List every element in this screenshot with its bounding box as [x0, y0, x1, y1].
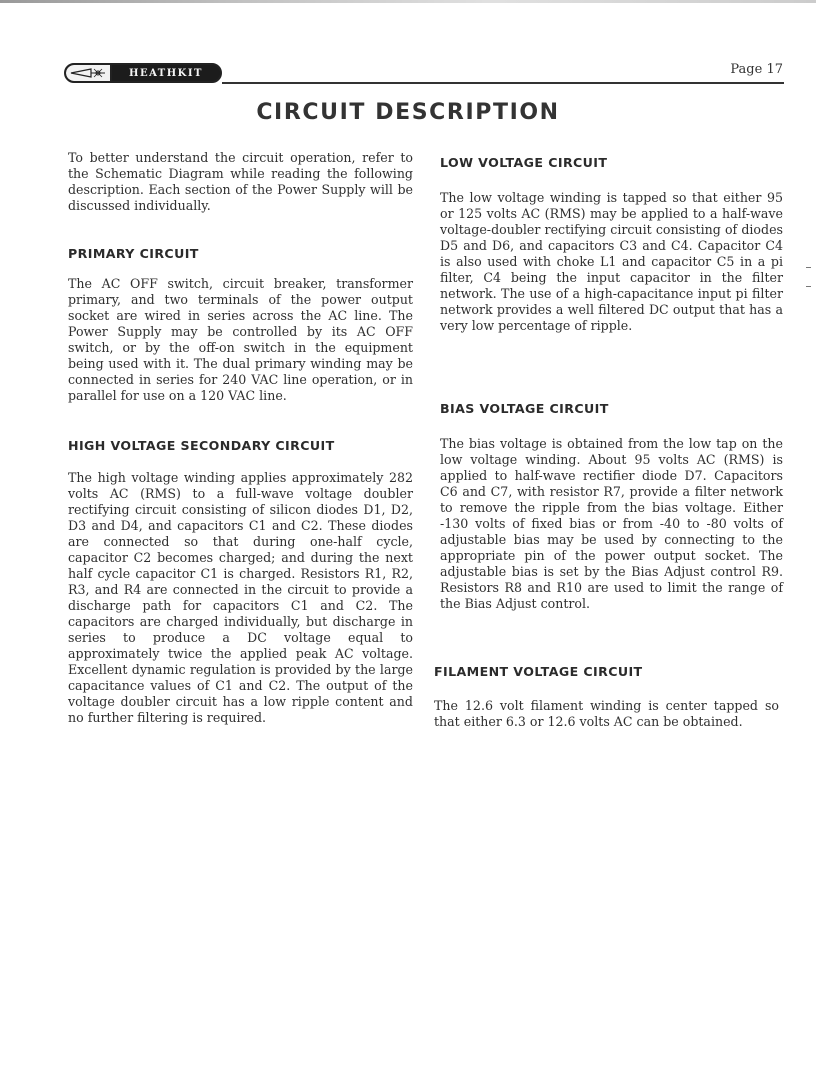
logo-text: HEATHKIT: [129, 67, 203, 79]
heathkit-logo: [64, 63, 222, 83]
low-voltage-heading: LOW VOLTAGE CIRCUIT: [440, 155, 608, 170]
filament-voltage-body: The 12.6 volt filament winding is center tapped so that either 6.3 or 12.6 volts AC can be obtained.: [434, 698, 779, 729]
bias-voltage-body: The bias voltage is obtained from the low tap on the low voltage winding. About 95 volts AC (RMS) is applied to half-wave rectifier diode D7. Capacitors C6 and C7, with resistor R7, provide a filter network to remove the ripple from the bias voltage. Either -130 volts of fixed bias or from -40 to -80 volts of adjustable bias may be used by connecting to the appropriate pin of the power output socket. The adjustable bias is set by the Bias Adjust control R9. Resistors R8 and R10 are used to limit the range of the Bias Adjust control.: [440, 436, 783, 611]
scan-edge: [0, 0, 816, 3]
filament-voltage-heading: FILAMENT VOLTAGE CIRCUIT: [434, 664, 643, 679]
primary-circuit-heading: PRIMARY CIRCUIT: [68, 246, 199, 261]
high-voltage-body: The high voltage winding applies approximately 282 volts AC (RMS) to a full-wave voltage doubler rectifying circuit consisting of silicon diodes D1, D2, D3 and D4, and capacitors C1 and C2. These diodes are connected so that during one-half cycle, capacitor C2 becomes charged; and during the next half cycle capacitor C1 is charged. Resistors R1, R2, R3, and R4 are connected in the circuit to provide a discharge path for capacitors C1 and C2. The capacitors are charged individually, but discharge in series to produce a DC voltage equal to approximately twice the applied peak AC voltage. Excellent dynamic regulation is provided by the large capacitance values of C1 and C2. The output of the voltage doubler circuit has a low ripple content and no further filtering is required.: [68, 470, 413, 725]
margin-mark: [806, 267, 811, 268]
intro-paragraph: To better understand the circuit operation, refer to the Schematic Diagram while reading the following description. Each section of the Power Supply will be discussed individually.: [68, 150, 413, 213]
primary-circuit-body: The AC OFF switch, circuit breaker, transformer primary, and two terminals of the power output socket are wired in series across the AC line. The Power Supply may be controlled by its AC OFF switch, or by the off-on switch in the equipment being used with it. The dual primary winding may be connected in series for 240 VAC line operation, or in parallel for use on a 120 VAC line.: [68, 276, 413, 403]
margin-mark: [806, 286, 811, 287]
page-number: Page 17: [730, 62, 783, 77]
bias-voltage-heading: BIAS VOLTAGE CIRCUIT: [440, 401, 609, 416]
header-rule: [222, 82, 784, 84]
page-title: CIRCUIT DESCRIPTION: [256, 100, 560, 125]
high-voltage-heading: HIGH VOLTAGE SECONDARY CIRCUIT: [68, 438, 335, 453]
heathkit-emblem-icon: [66, 65, 112, 81]
low-voltage-body: The low voltage winding is tapped so that either 95 or 125 volts AC (RMS) may be applied to a half-wave voltage-doubler rectifying circuit consisting of diodes D5 and D6, and capacitors C3 and C4. Capacitor C4 is also used with choke L1 and capacitor C5 in a pi filter, C4 being the input capacitor in the filter network. The use of a high-capacitance input pi filter network provides a well filtered DC output that has a very low percentage of ripple.: [440, 190, 783, 333]
